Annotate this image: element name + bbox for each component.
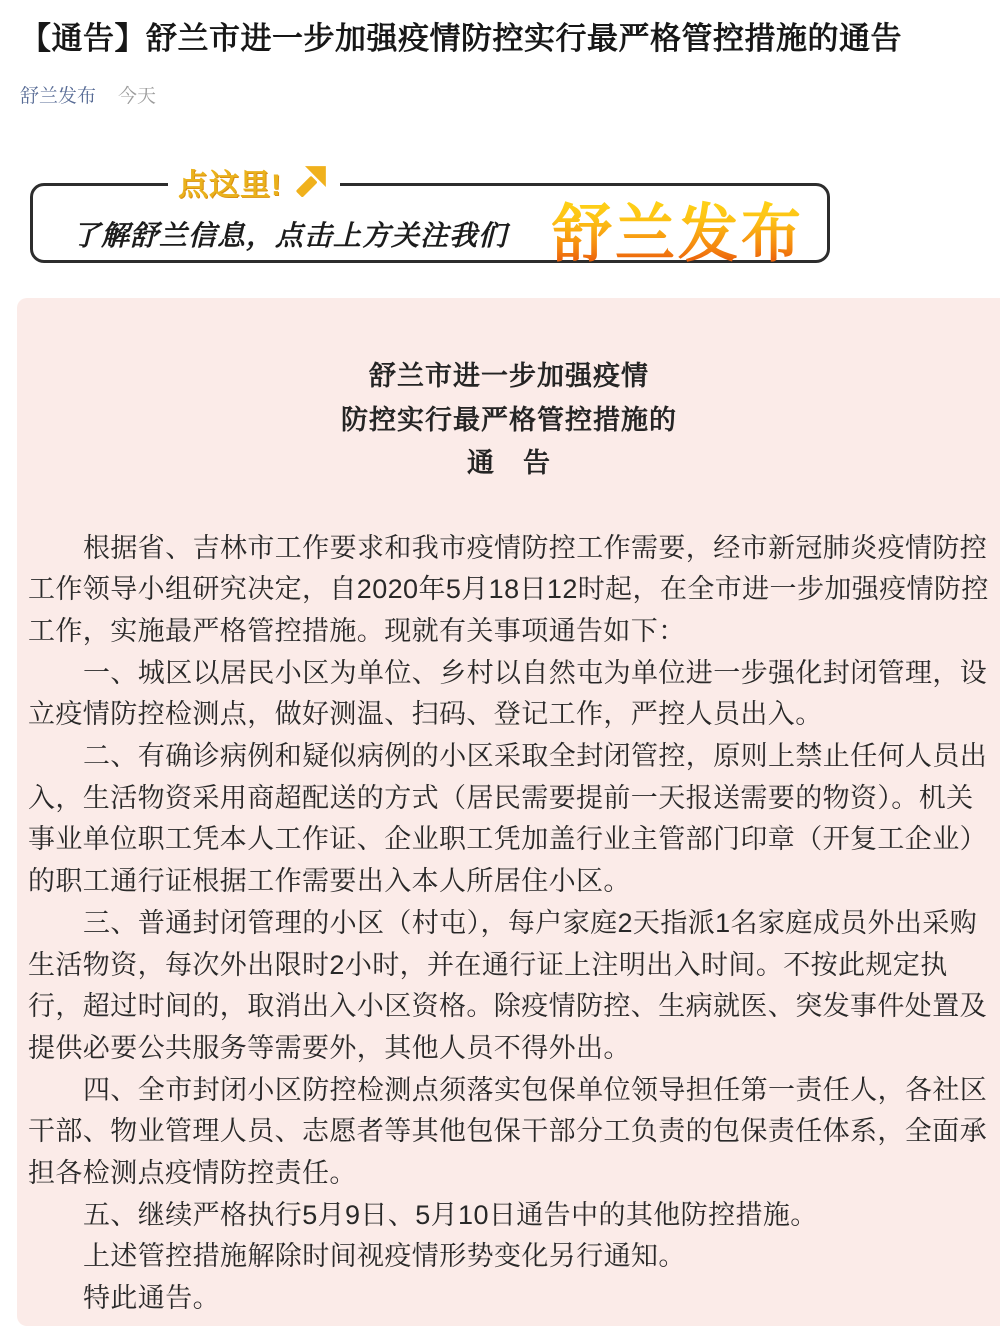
- banner-slogan: 了解舒兰信息，点击上方关注我们: [72, 219, 508, 252]
- notice-line: 四、全市封闭小区防控检测点须落实包保单位领导担任第一责任人，各社区: [83, 1074, 988, 1105]
- notice-line: 行，超过时间的，取消出入小区资格。除疫情防控、生病就医、突发事件处置及: [28, 991, 987, 1022]
- notice-line: 干部、物业管理人员、志愿者等其他包保干部分工负责的包保责任体系，全面承: [28, 1116, 987, 1147]
- notice-line: 担各检测点疫情防控责任。: [28, 1158, 357, 1189]
- byline: [20, 85, 156, 109]
- article-title: 【通告】舒兰市进一步加强疫情防控实行最严格管控措施的通告: [20, 21, 902, 56]
- notice-line: 立疫情防控检测点，做好测温、扫码、登记工作，严控人员出入。: [28, 699, 823, 730]
- arrow-up-right-icon: [290, 162, 330, 202]
- notice-line: 二、有确诊病例和疑似病例的小区采取全封闭管控，原则上禁止任何人员出: [83, 741, 988, 772]
- notice-line: 生活物资，每次外出限时2小时，并在通行证上注明出入时间。不按此规定执: [28, 949, 948, 980]
- notice-line: 事业单位职工凭本人工作证、企业职工凭加盖行业主管部门印章（开复工企业）: [28, 824, 987, 855]
- account-name-link[interactable]: 舒兰发布: [20, 86, 97, 107]
- notice-title-line: 舒兰市进一步加强疫情: [369, 361, 649, 391]
- notice-line: 上述管控措施解除时间视疫情形势变化另行通知。: [83, 1241, 686, 1272]
- notice-line: 工作领导小组研究决定，自2020年5月18日12时起，在全市进一步加强疫情防控: [28, 574, 989, 605]
- notice-line: 提供必要公共服务等需要外，其他人员不得外出。: [28, 1032, 631, 1063]
- banner-brand-text: 舒兰发布: [552, 184, 804, 274]
- notice-title: [28, 355, 990, 486]
- notice-line: 工作，实施最严格管控措施。现就有关事项通告如下：: [28, 615, 686, 646]
- notice-line: 特此通告。: [83, 1283, 220, 1314]
- notice-line: 五、继续严格执行5月9日、5月10日通告中的其他防控措施。: [83, 1199, 818, 1230]
- notice-line: 三、普通封闭管理的小区（村屯），每户家庭2天指派1名家庭成员外出采购: [83, 907, 978, 938]
- notice-title-line: 通 告: [467, 448, 551, 478]
- publish-date: 今天: [118, 86, 157, 107]
- notice-line: 入，生活物资采用商超配送的方式（居民需要提前一天报送需要的物资）。机关: [28, 782, 974, 813]
- click-here-text: 点这里!: [178, 169, 282, 202]
- notice-line: 一、城区以居民小区为单位、乡村以自然屯为单位进一步强化封闭管理，设: [83, 657, 988, 688]
- notice-body: [28, 528, 1000, 1320]
- notice-card: [17, 298, 1000, 1326]
- follow-banner[interactable]: [0, 148, 1000, 273]
- notice-line: 根据省、吉林市工作要求和我市疫情防控工作需要，经市新冠肺炎疫情防控: [83, 532, 988, 563]
- notice-title-line: 防控实行最严格管控措施的: [341, 404, 677, 435]
- notice-line: 的职工通行证根据工作需要出入本人所居住小区。: [28, 866, 631, 897]
- click-here-label: [168, 154, 340, 210]
